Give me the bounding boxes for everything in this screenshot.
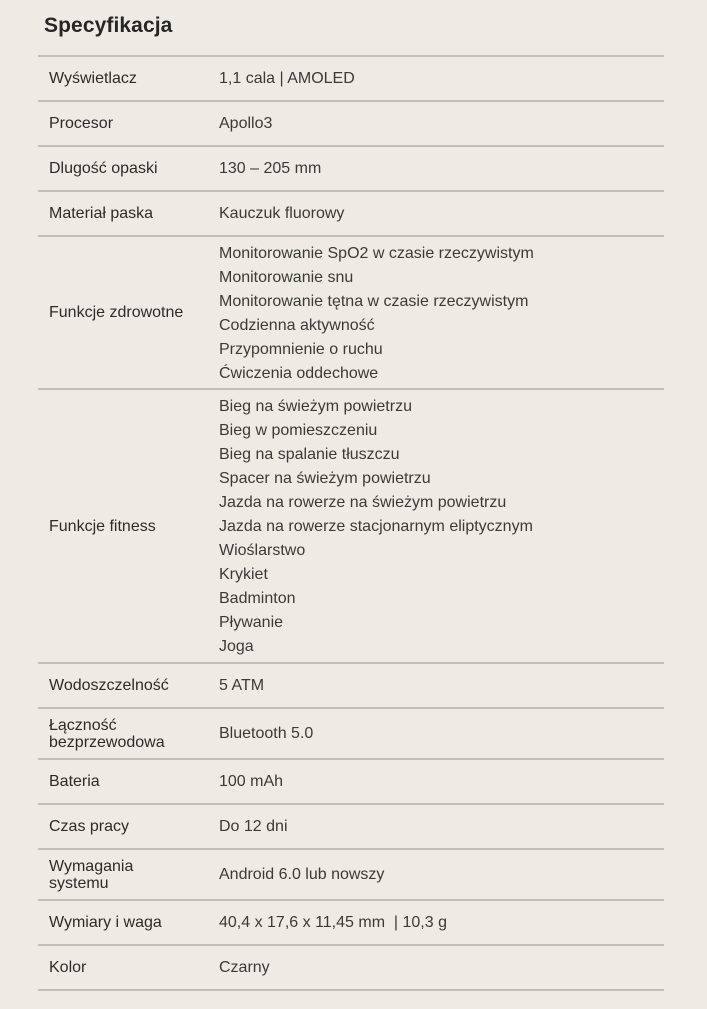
spec-row-battery	[38, 760, 664, 805]
spec-value: Kauczuk fluorowy	[219, 204, 345, 222]
spec-label	[38, 858, 219, 892]
fitness-feature-item: Badminton	[219, 590, 296, 607]
spec-label-line: Łączność	[49, 716, 117, 734]
section-title: Specyfikacja	[44, 14, 173, 37]
spec-label: Funkcje fitness	[49, 517, 156, 535]
spec-row-water-resistance	[38, 664, 664, 709]
fitness-feature-item: Jazda na rowerze na świeżym powietrzu	[219, 494, 507, 511]
spec-label	[38, 717, 219, 751]
fitness-feature-item: Pływanie	[219, 614, 284, 631]
spec-value: 1,1 cala | AMOLED	[219, 69, 355, 87]
spec-value: Do 12 dni	[219, 817, 288, 835]
spec-label-line: systemu	[49, 874, 109, 892]
spec-value: Android 6.0 lub nowszy	[219, 865, 385, 883]
fitness-feature-item: Spacer na świeżym powietrzu	[219, 470, 431, 487]
spec-row-color	[38, 946, 664, 991]
spec-row-health-features	[38, 237, 664, 390]
spec-label: Procesor	[49, 115, 114, 132]
fitness-feature-item: Bieg na świeżym powietrzu	[219, 398, 412, 415]
spec-row-processor	[38, 102, 664, 147]
spec-label: Wyświetlacz	[49, 70, 137, 87]
spec-label: Funkcje zdrowotne	[49, 304, 184, 321]
spec-label: Wymiary i waga	[49, 914, 162, 931]
spec-value: 100 mAh	[219, 772, 284, 790]
spec-label: Materiał paska	[49, 205, 154, 222]
health-feature-item: Codzienna aktywność	[219, 316, 375, 334]
spec-row-wireless-connectivity	[38, 709, 664, 760]
spec-value: Bluetooth 5.0	[219, 724, 314, 742]
specification-section	[38, 0, 664, 991]
spec-label: Kolor	[49, 959, 87, 976]
fitness-feature-item: Bieg w pomieszczeniu	[219, 422, 378, 439]
spec-row-band-length	[38, 147, 664, 192]
spec-row-dimensions-weight	[38, 901, 664, 946]
fitness-feature-item: Krykiet	[219, 566, 268, 583]
spec-row-strap-material	[38, 192, 664, 237]
spec-value: Apollo3	[219, 114, 273, 132]
spec-value-list	[219, 235, 534, 391]
health-feature-item: Przypomnienie o ruchu	[219, 340, 383, 358]
spec-label: Dlugość opaski	[49, 160, 158, 177]
spec-value: 5 ATM	[219, 676, 265, 694]
spec-row-fitness-features	[38, 390, 664, 664]
spec-label-line: bezprzewodowa	[49, 733, 165, 751]
health-feature-item: Monitorowanie tętna w czasie rzeczywistym	[219, 292, 529, 310]
spec-value: 130 – 205 mm	[219, 159, 322, 177]
spec-value-list	[219, 388, 533, 664]
spec-row-system-requirements	[38, 850, 664, 901]
spec-value: 40,4 x 17,6 x 11,45 mm | 10,3 g	[219, 913, 447, 931]
spec-value: Czarny	[219, 958, 270, 976]
spec-label: Bateria	[49, 773, 100, 790]
fitness-feature-item: Wioślarstwo	[219, 542, 306, 559]
spec-table	[38, 55, 664, 991]
health-feature-item: Ćwiczenia oddechowe	[219, 364, 379, 382]
fitness-feature-item: Bieg na spalanie tłuszczu	[219, 446, 400, 463]
fitness-feature-item: Jazda na rowerze stacjonarnym eliptycznym	[219, 518, 533, 535]
fitness-feature-item: Joga	[219, 638, 254, 655]
health-feature-item: Monitorowanie SpO2 w czasie rzeczywistym	[219, 244, 534, 262]
spec-row-display	[38, 57, 664, 102]
spec-label-line: Wymagania	[49, 857, 134, 875]
health-feature-item: Monitorowanie snu	[219, 268, 354, 286]
spec-label: Wodoszczelność	[49, 677, 169, 694]
spec-row-runtime	[38, 805, 664, 850]
spec-label: Czas pracy	[49, 818, 130, 835]
